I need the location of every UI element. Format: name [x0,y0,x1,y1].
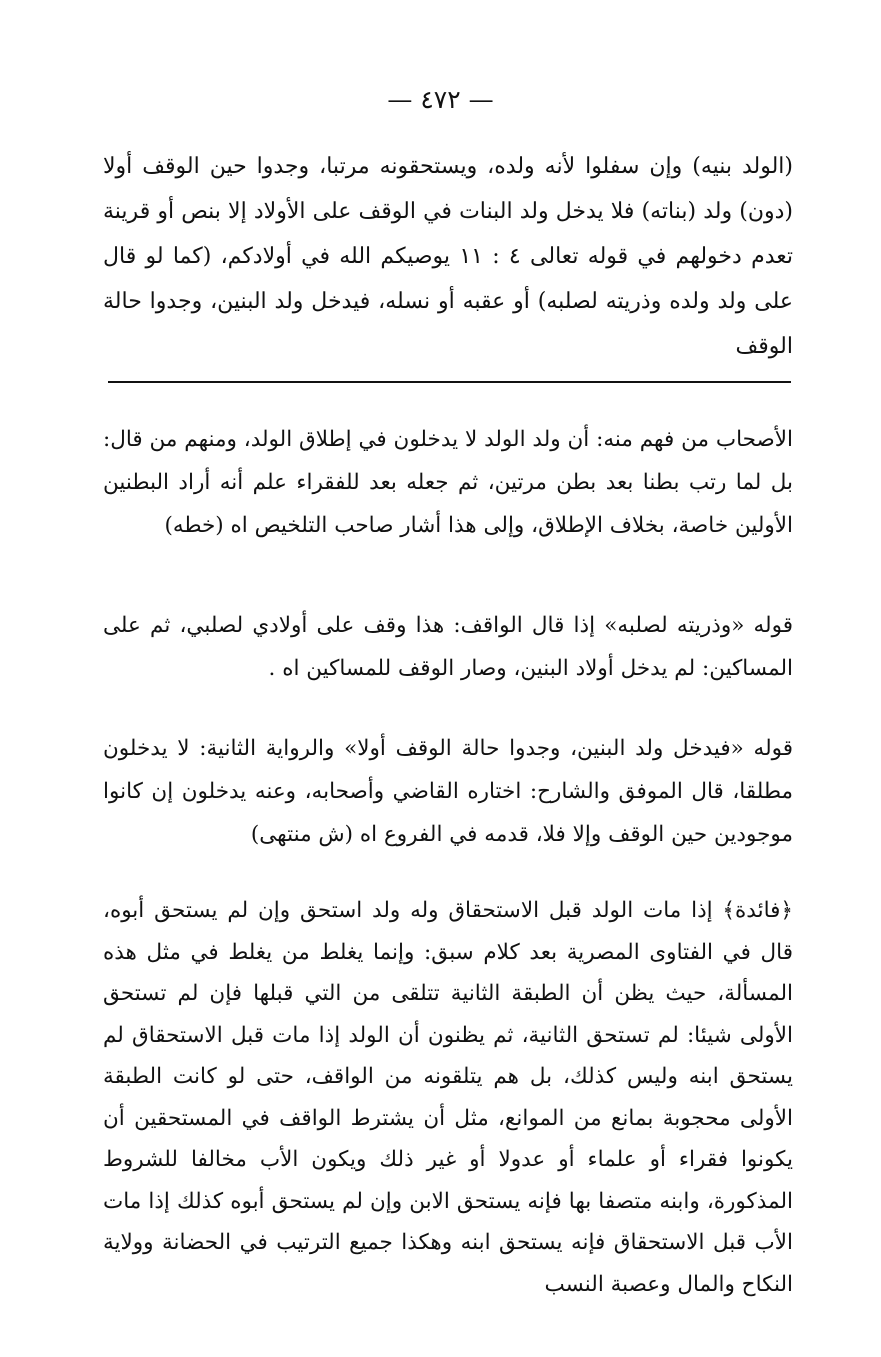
main-text-block [103,144,793,369]
footnote-1 [103,418,793,547]
footnote-4 [103,890,793,1305]
footnote-divider [108,381,791,383]
main-paragraph: (الولد بنيه) وإن سفلوا لأنه ولده، ويستحقونه مرتبا، وجدوا حين الوقف أولا (دون) ولد (بناته) فلا يدخل ولد البنات في الوقف على الأولاد إلا بنص أو قرينة تعدم دخولهم في قوله تعالى ٤ : ١١ يوصيكم الله في أولادكم، (كما لو قال على ولد ولده وذريته لصلبه) أو عقبه أو نسله، فيدخل ولد البنين، وجدوا حالة الوقف [103,154,793,359]
footnote-text: الأصحاب من فهم منه: أن ولد الولد لا يدخلون في إطلاق الولد، ومنهم من قال: بل لما رتب بطنا بعد بطن مرتين، ثم جعله بعد للفقراء علم أنه أراد البطنين الأولين خاصة، بخلاف الإطلاق، وإلى هذا أشار صاحب التلخيص اه (خطه) [103,427,793,538]
footnote-text: قوله «فيدخل ولد البنين، وجدوا حالة الوقف أولا» والرواية الثانية: لا يدخلون مطلقا، قال الموفق والشارح: اختاره القاضي وأصحابه، وعنه يدخلون إن كانوا موجودين حين الوقف وإلا فلا، قدمه في الفروع اه (ش منتهى) [103,736,793,847]
footnote-3 [103,727,793,856]
page-number: — ٤٧٢ — [387,85,494,114]
footnote-text: قوله «وذريته لصلبه» إذا قال الواقف: هذا وقف على أولادي لصلبي، ثم على المساكين: لم يدخل أولاد البنين، وصار الوقف للمساكين اه . [103,613,793,681]
footnote-2 [103,604,793,690]
footnote-text: ﴿فائدة﴾ إذا مات الولد قبل الاستحقاق وله ولد استحق وإن لم يستحق أبوه، قال في الفتاوى المصرية بعد كلام سبق: وإنما يغلط من يغلط في مثل هذه المسألة، حيث يظن أن الطبقة الثانية تتلقى من التي قبلها فإن لم تستحق الأولى شيئا: لم تستحق الثانية، ثم يظنون أن الولد إذا مات قبل الاستحقاق لم يستحق ابنه وليس كذلك، بل هم يتلقونه من الواقف، حتى لو كانت الطبقة الأولى محجوبة بمانع من الموانع، مثل أن يشترط الواقف في المستحقين أن يكونوا فقراء أو علماء أو عدولا أو غير ذلك ويكون الأب مخالفا للشروط المذكورة، وابنه متصفا بها فإنه يستحق الابن وإن لم يستحق أبوه كذلك إذا مات الأب قبل الاستحقاق فإنه يستحق ابنه وهكذا جميع الترتيب في الحضانة وولاية النكاح والمال وعصبة النسب [103,898,793,1297]
